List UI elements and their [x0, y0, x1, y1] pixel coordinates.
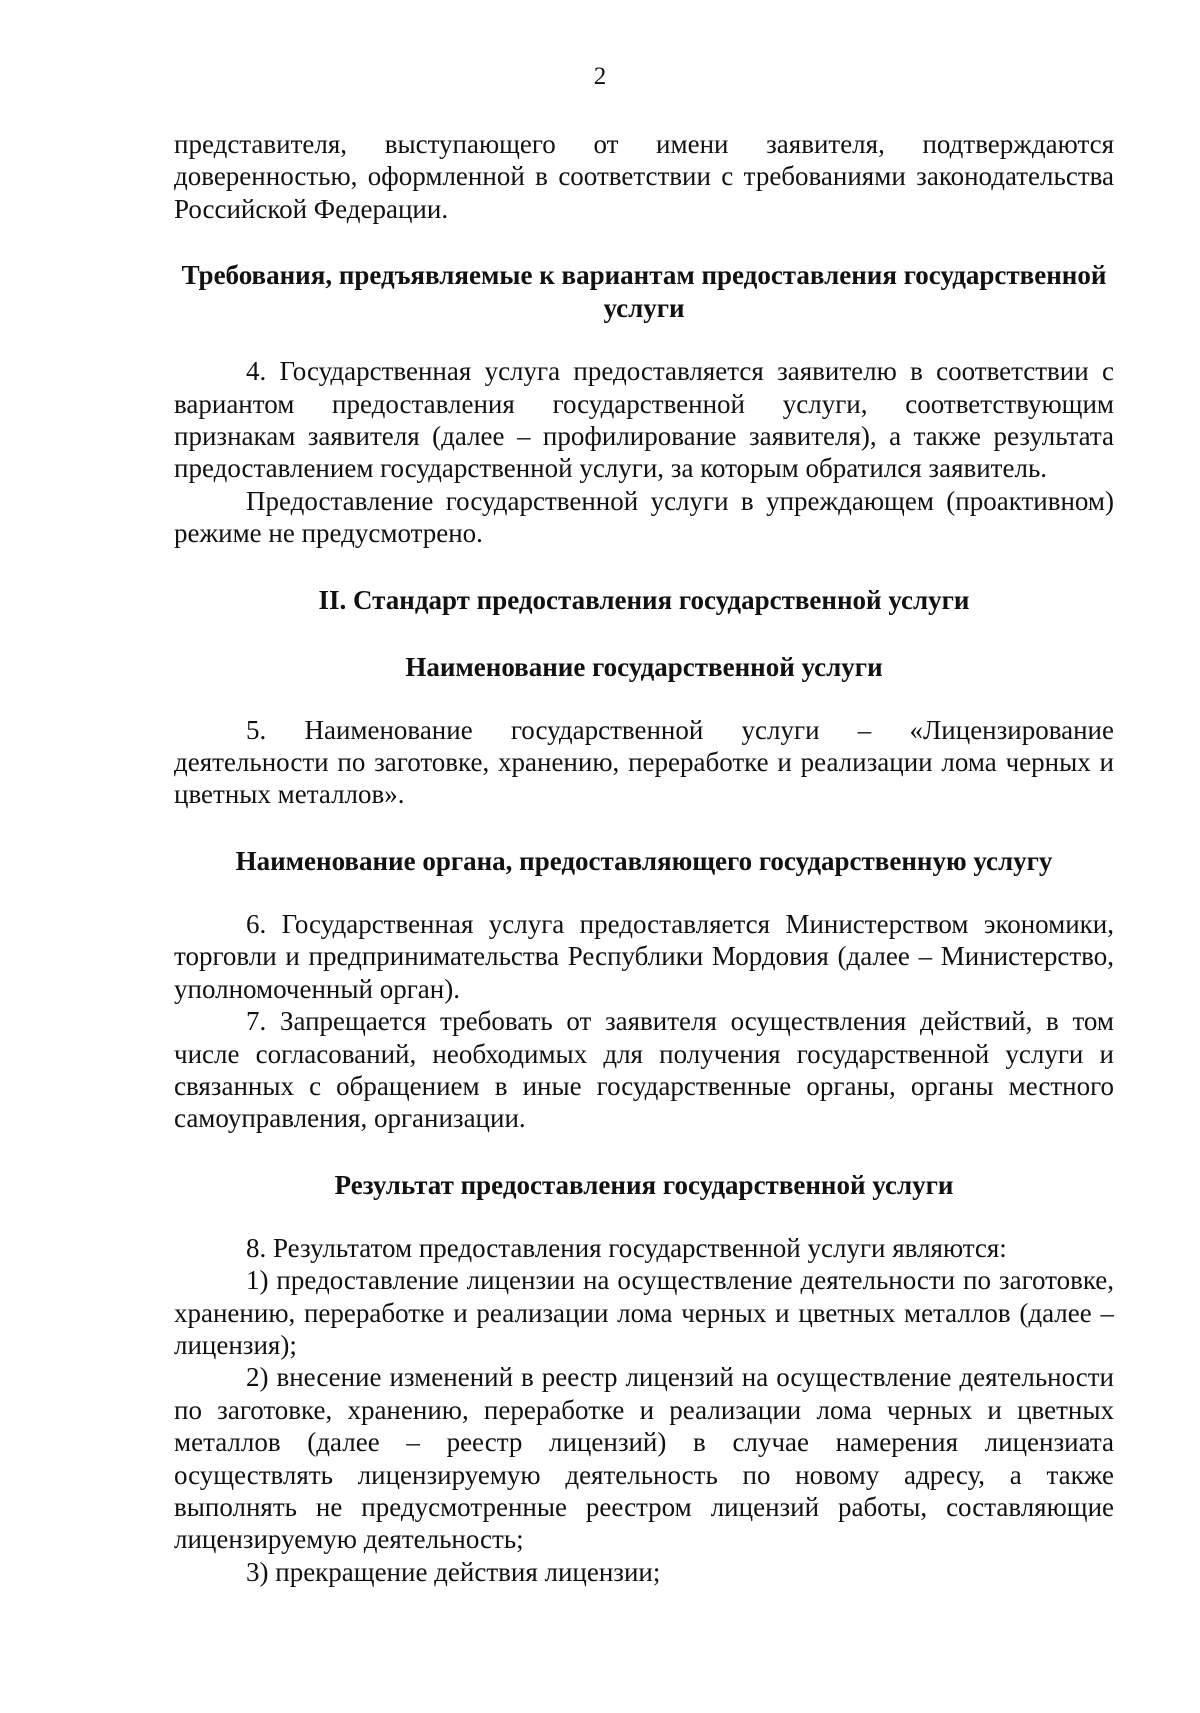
- spacer: [174, 550, 1114, 584]
- heading-section-2: II. Стандарт предоставления государственной услуги: [318, 584, 970, 615]
- heading-variants: Требования, предъявляемые к вариантам предоставления государственной услуги: [181, 260, 1107, 324]
- spacer: [174, 325, 1114, 355]
- document-body: [174, 128, 1114, 1588]
- spacer: [174, 878, 1114, 908]
- paragraph-7: 7. Запрещается требовать от заявителя осуществления действий, в том числе согласований, необходимых для получения государственной услуги и связанных с обращением в иные государственные органы, органы местного самоуправления, организации.: [174, 1006, 1114, 1134]
- spacer: [174, 617, 1114, 651]
- paragraph-8-item-2: 2) внесение изменений в реестр лицензий на осуществление деятельности по заготовке, хранению, переработке и реализации лома черных и цветных металлов (далее – реестр лицензий) в случае намерения лицензиата осуществлять лицензируемую деятельность по новому адресу, а также выполнять не предусмотренные реестром лицензий работы, составляющие лицензируемую деятельность;: [174, 1362, 1114, 1555]
- paragraph-8: 8. Результатом предоставления государственной услуги являются:: [246, 1232, 1007, 1263]
- spacer: [174, 1135, 1114, 1169]
- paragraph-continuation: представителя, выступающего от имени заявителя, подтверждаются доверенностью, оформленной в соответствии с требованиями законодательства Российской Федерации.: [174, 129, 1114, 224]
- spacer: [174, 684, 1114, 714]
- page-number: 2: [593, 63, 607, 90]
- paragraph-5: 5. Наименование государственной услуги – «Лицензирование деятельности по заготовке, хранению, переработке и реализации лома черных и цветных металлов».: [174, 714, 1114, 810]
- paragraph-4: 4. Государственная услуга предоставляется заявителю в соответствии с вариантом предоставления государственной услуги, соответствующим признакам заявителя (далее – профилирование заявителя), а также результата предоставлением государственной услуги, за которым обратился заявитель.: [174, 356, 1114, 484]
- heading-authority: Наименование органа, предоставляющего государственную услугу: [235, 845, 1053, 876]
- heading-service-name: Наименование государственной услуги: [405, 651, 883, 682]
- paragraph-6: 6. Государственная услуга предоставляется Министерством экономики, торговли и предпринимательства Республики Мордовия (далее – Министерство, уполномоченный орган).: [174, 908, 1114, 1004]
- spacer: [174, 1202, 1114, 1232]
- heading-result: Результат предоставления государственной услуги: [334, 1169, 954, 1200]
- paragraph-8-item-1: 1) предоставление лицензии на осуществление деятельности по заготовке, хранению, переработке и реализации лома черных и цветных металлов (далее – лицензия);: [174, 1265, 1114, 1360]
- paragraph-4-proactive: Предоставление государственной услуги в упреждающем (проактивном) режиме не предусмотрено.: [174, 485, 1114, 549]
- spacer: [174, 225, 1114, 259]
- paragraph-8-item-3: 3) прекращение действия лицензии;: [246, 1556, 661, 1587]
- spacer: [174, 811, 1114, 845]
